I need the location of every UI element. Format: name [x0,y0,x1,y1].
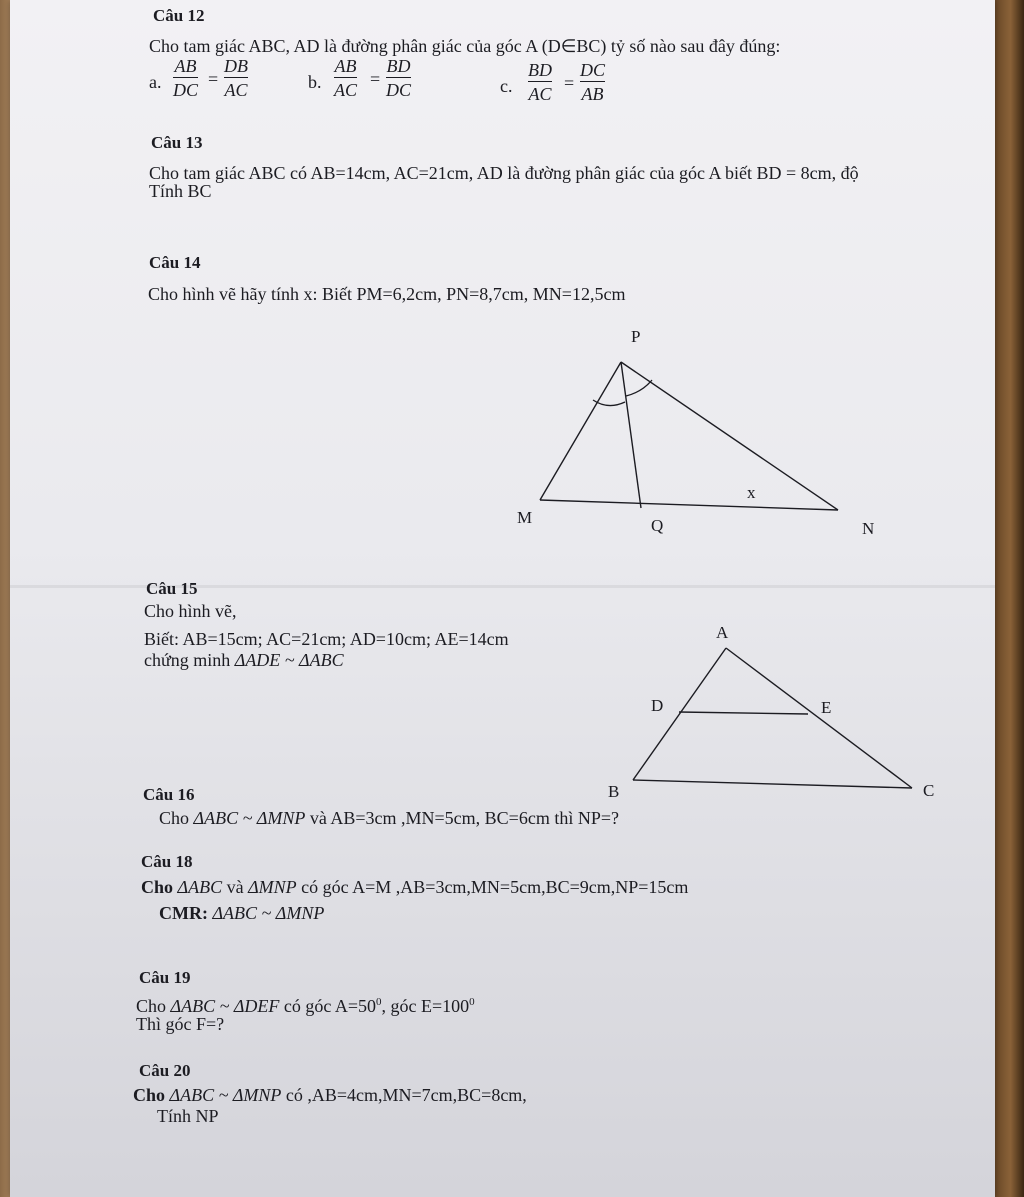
segment-bc [633,780,912,788]
label-n: N [862,519,875,538]
similar-statement: ΔADE ~ ΔABC [234,650,344,670]
question-19-line2: Thì góc F=? [136,1014,225,1034]
question-14-heading: Câu 14 [149,253,201,272]
triangle-pmn-figure [490,318,910,548]
question-15-line2: Biết: AB=15cm; AC=21cm; AD=10cm; AE=14cm [144,629,509,649]
text-part: có góc A=M ,AB=3cm,MN=5cm,BC=9cm,NP=15cm [296,877,689,897]
text-part: có góc A=50 [279,996,377,1016]
degree-sup: 0 [376,996,382,1008]
question-15-heading: Câu 15 [146,579,198,598]
label-q: Q [651,516,664,535]
question-14-text: Cho hình vẽ hãy tính x: Biết PM=6,2cm, PN=8,7cm, MN=12,5cm [148,284,626,304]
segment-ab [633,648,726,780]
fraction-denominator: DC [173,80,199,100]
text-part: , góc E=100 [381,996,470,1016]
question-20-heading: Câu 20 [139,1061,191,1080]
question-18-line2 [159,903,324,923]
option-b-right-fraction [386,56,411,100]
question-13-line1: Cho tam giác ABC có AB=14cm, AC=21cm, AD là đường phân giác của góc A biết BD = 8cm, độ [149,163,859,183]
option-a-right-fraction [224,56,248,100]
bisector-pq [621,362,641,508]
label-p: P [631,327,641,346]
label-x: x [747,483,756,502]
fraction-numerator: DC [580,60,606,80]
degree-sup: 0 [469,996,475,1008]
text-part: Cho [133,1085,170,1105]
triangle-abc: ΔABC [177,877,223,897]
fraction-denominator: AB [581,84,604,104]
fraction-numerator: BD [528,60,552,80]
option-a-equals: = [208,69,219,89]
question-15-line1: Cho hình vẽ, [144,601,237,621]
text-part: Cho [141,877,178,897]
question-19-line1 [136,992,475,1016]
wood-background-right [990,0,1024,1197]
label-d: D [651,696,664,715]
label-a: A [716,623,729,642]
fraction-denominator: AC [334,80,358,100]
segment-pm [540,362,621,500]
triangle-abc-figure [600,616,950,801]
label-c: C [923,781,935,800]
fraction-numerator: AB [334,56,357,76]
text-part: và AB=3cm ,MN=5cm, BC=6cm thì NP=? [305,808,619,828]
question-15-line3 [144,650,344,670]
fraction-numerator: AB [174,56,197,76]
fraction-denominator: AC [528,84,552,104]
fraction-denominator: AC [224,80,248,100]
fraction-numerator: BD [386,56,411,76]
option-a-left-fraction [173,56,198,100]
option-b-left-fraction [334,56,357,100]
text-part: có ,AB=4cm,MN=7cm,BC=8cm, [281,1085,527,1105]
text-part: CMR: [159,903,213,923]
option-b-equals: = [370,69,381,89]
question-13-line2: Tính BC [149,181,212,201]
question-12-text: Cho tam giác ABC, AD là đường phân giác của góc A (D∈BC) tỷ số nào sau đây đúng: [149,36,781,56]
option-c-right-fraction [580,60,605,104]
option-b-label: b. [308,72,322,92]
worksheet-paper [10,0,995,1197]
angle-arc-right [626,380,652,396]
option-c-label: c. [500,76,513,96]
similar-statement: ΔABC ~ ΔMNP [169,1085,282,1105]
question-18-line1 [141,877,688,897]
segment-ac [726,648,912,788]
text-part: Cho [136,996,171,1016]
question-12-heading: Câu 12 [153,6,205,25]
segment-pn [621,362,838,510]
similar-statement: ΔABC ~ ΔMNP [193,808,306,828]
line3-text: chứng minh [144,650,235,670]
label-m: M [517,508,533,527]
segment-de [679,712,808,714]
similar-statement: ΔABC ~ ΔDEF [170,996,280,1016]
text-part: và [222,877,249,897]
label-e: E [821,698,832,717]
question-19-heading: Câu 19 [139,968,191,987]
option-c-equals: = [564,73,575,93]
triangle-mnp: ΔMNP [248,877,297,897]
option-c-left-fraction [528,60,552,104]
label-b: B [608,782,620,801]
option-a-label: a. [149,72,162,92]
fraction-denominator: DC [386,80,412,100]
question-20-line1 [133,1085,527,1105]
text-part: Cho [159,808,194,828]
fraction-numerator: DB [224,56,248,76]
question-16-heading: Câu 16 [143,785,195,804]
similar-statement: ΔABC ~ ΔMNP [212,903,325,923]
question-20-line2: Tính NP [157,1106,219,1126]
question-16-text [159,808,619,828]
segment-mn [540,500,838,510]
question-13-heading: Câu 13 [151,133,203,152]
question-18-heading: Câu 18 [141,852,193,871]
